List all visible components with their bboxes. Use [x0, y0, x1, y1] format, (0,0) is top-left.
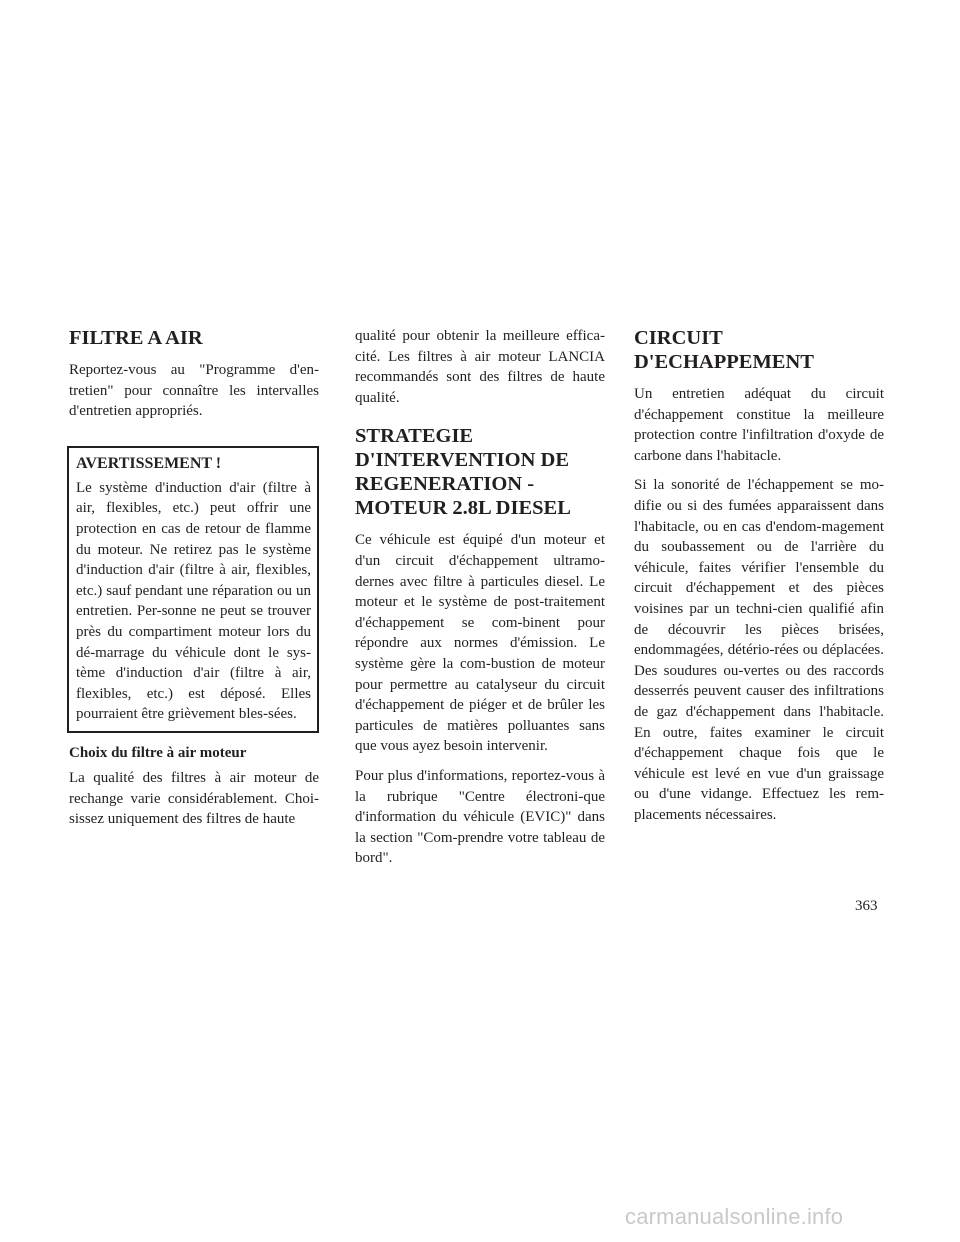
filter-choice-continued: qualité pour obtenir la meilleure effica-cité. Les filtres à air moteur LANCIA recommandés sont des filtres de haute qualité. [355, 328, 605, 406]
warning-text: Le système d'induction d'air (filtre à air, flexibles, etc.) peut offrir une protection en cas de retour de flamme du moteur. Ne retirez pas le système d'induction d'air (filtre à air, flexibles, etc.) sauf pendant une réparation ou un entretien. Per-sonne ne peut se trouver près du compartiment moteur lors du dé-marrage du véhicule dont le sys-tème d'induction d'air (filtre à air, flexibles, etc.) est déposé. Elles pourraient être grièvement bles-sées. [76, 479, 311, 723]
column-right [634, 326, 884, 834]
section-heading-regeneration: STRATEGIE D'INTERVENTION DE REGENERATION - MOTEUR 2.8L DIESEL [355, 425, 571, 520]
filter-choice-text: La qualité des filtres à air moteur de rechange varie considérablement. Choi-sissez uniquement des filtres de haute [69, 769, 319, 828]
regeneration-paragraph-2: Pour plus d'informations, reportez-vous à la rubrique "Centre électroni-que d'information du véhicule (EVIC)" dans la section "Com-prendre votre tableau de bord". [355, 767, 605, 867]
air-filter-intro: Reportez-vous au "Programme d'en-tretien" pour connaître les intervalles d'entretien appropriés. [69, 362, 319, 420]
exhaust-paragraph-1: Un entretien adéquat du circuit d'échappement constitue la meilleure protection contre l'infiltration d'oxyde de carbone dans l'habitacle. [634, 386, 884, 464]
watermark: carmanualsonline.info [625, 1204, 844, 1229]
warning-title: AVERTISSEMENT ! [76, 454, 222, 472]
column-left [69, 326, 319, 839]
section-heading-exhaust: CIRCUIT D'ECHAPPEMENT [634, 327, 814, 373]
column-middle [355, 326, 605, 878]
regeneration-paragraph-1: Ce véhicule est équipé d'un moteur et d'un circuit d'échappement ultramo-dernes avec filtre à particules diesel. Le moteur et le système de post-traitement d'échappement se com-binent pour répondre aux normes d'émission. Le système gère la com-bustion de moteur pour permettre au catalyseur du circuit d'échappement de piéger et de brûler les particules de matières polluantes sans que vous ayez besoin intervenir. [355, 532, 605, 755]
section-heading-air-filter: FILTRE A AIR [69, 327, 203, 349]
exhaust-paragraph-2: Si la sonorité de l'échappement se mo-difie ou si des fumées apparaissent dans l'habitacle, ou en cas d'endom-magement du soubassement ou de l'arrière du véhicule, faites vérifier l'ensemble du circuit d'échappement et des pièces voisines par un techni-cien qualifié afin de découvrir les pièces brisées, endommagées, détério-rées ou déplacées. Des soudures ou-vertes ou des raccords desserrés peuvent causer des infiltrations de gaz d'échappement dans l'habitacle. En outre, faites examiner le circuit d'échappement chaque fois que le véhicule est levé en vue d'un graissage ou d'une vidange. Effectuez les rem-placements nécessaires. [634, 477, 884, 823]
page-number: 363 [855, 898, 878, 914]
subheading-filter-choice: Choix du filtre à air moteur [69, 744, 247, 761]
warning-box [67, 446, 319, 733]
